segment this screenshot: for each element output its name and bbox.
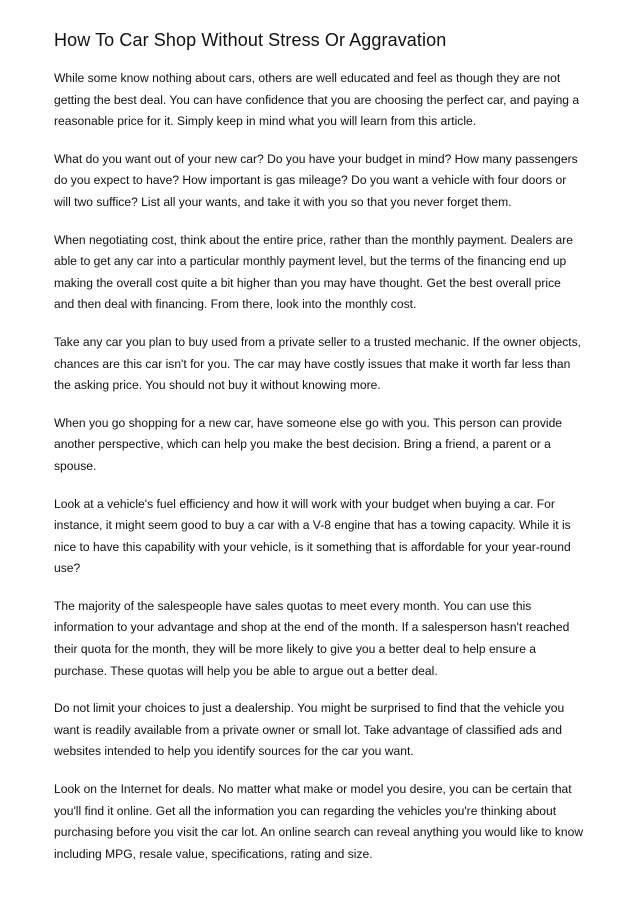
paragraph-mechanic: Take any car you plan to buy used from a private seller to a trusted mechanic. If the owner objects, chances are this car isn't for you. The car may have costly issues that make it worth far less than the asking price. You should not buy it without knowing more. — [54, 334, 582, 393]
paragraph-wants: What do you want out of your new car? Do you have your budget in mind? How many passengers do you expect to have? How important is gas mileage? Do you want a vehicle with four doors or will two suffice? List all your wants, and take it with you so that you never forget them. — [54, 151, 578, 209]
paragraph-online-deals: Look on the Internet for deals. No matter what make or model you desire, you can be certain that you'll find it online. Get all the information you can regarding the vehicles you're thinking about purchasing before you visit the car lot. An online search can reveal anything you would like to know including MPG, resale value, specifications, rating and size. — [54, 782, 584, 861]
paragraph-companion: When you go shopping for a new car, have someone else go with you. This person can provide another perspective, which can help you make the best decision. Bring a friend, a parent or a spouse. — [54, 415, 563, 473]
paragraph-negotiating: When negotiating cost, think about the entire price, rather than the monthly payment. Dealers are able to get any car into a particular monthly payment level, but the terms of the financing end up making the overall cost quite a bit higher than you may have thought. Get the best overall price and then deal with financing. From there, look into the monthly cost. — [54, 232, 573, 312]
paragraph-intro: While some know nothing about cars, others are well educated and feel as though they are not getting the best deal. You can have confidence that you are choosing the perfect car, and paying a reasonable price for it. Simply keep in mind what you will learn from this article. — [54, 71, 580, 129]
paragraph-sales-quotas: The majority of the salespeople have sales quotas to meet every month. You can use this information to your advantage and shop at the end of the month. If a salesperson hasn't reached their quota for the month, they will be more likely to give you a better deal to help ensure a purchase. These quotas will help you be able to argue out a better deal. — [54, 598, 570, 678]
page-title: How To Car Shop Without Stress Or Aggravation — [54, 30, 447, 50]
paragraph-private-sellers: Do not limit your choices to just a dealership. You might be surprised to find that the vehicle you want is readily available from a private owner or small lot. Take advantage of classified ads and websites intended to help you identify sources for the car you want. — [54, 701, 565, 759]
paragraph-fuel-efficiency: Look at a vehicle's fuel efficiency and how it will work with your budget when buying a car. For instance, it might seem good to buy a car with a V-8 engine that has a towing capacity. While it is nice to have this capability with your vehicle, is it something that is affordable for your year-round use? — [54, 496, 571, 576]
